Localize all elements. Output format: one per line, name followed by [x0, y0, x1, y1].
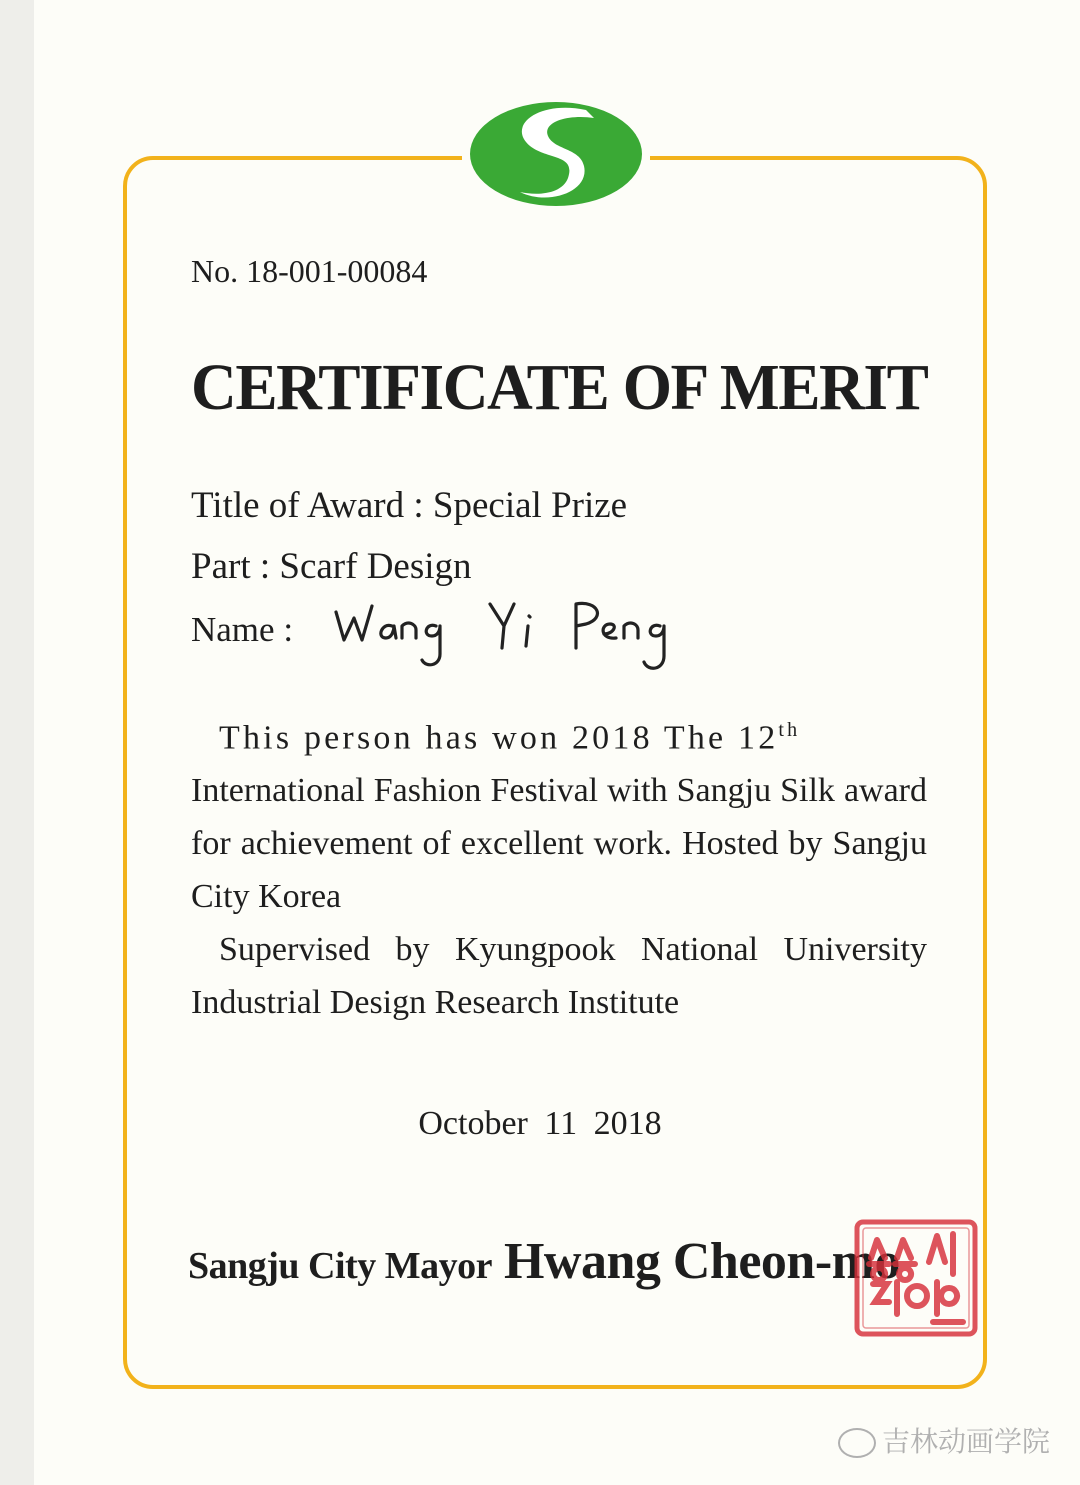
ordinal-suffix: th	[778, 719, 801, 741]
part-field: Part : Scarf Design	[191, 546, 472, 587]
body-paragraph: International Fashion Festival with Sangju Silk award for achievement of excellent work. Hosted by Sangju City Korea	[191, 772, 927, 916]
watermark-text: 吉林动画学院	[882, 1425, 1051, 1458]
mayor-name: Hwang Cheon-mo	[503, 1233, 900, 1290]
signature-line	[188, 1232, 900, 1291]
body-line-1: This person has won 2018 The 12	[219, 719, 779, 757]
certificate-body	[191, 704, 927, 1029]
certificate-number: No. 18-001-00084	[191, 253, 428, 289]
certificate-title: CERTIFICATE OF MERIT	[191, 351, 928, 424]
handwritten-recipient-name	[330, 590, 690, 680]
watermark	[838, 1420, 1050, 1460]
wechat-icon	[838, 1428, 876, 1458]
sangju-s-logo-icon	[468, 96, 644, 206]
mayor-title: Sangju City Mayor	[188, 1245, 492, 1287]
award-title-field: Title of Award : Special Prize	[191, 485, 628, 526]
supervised-paragraph: Supervised by Kyungpook National University Industrial Design Research Institute	[191, 931, 927, 1022]
name-label: Name :	[191, 610, 294, 649]
official-seal-stamp	[853, 1218, 979, 1338]
issue-date: October 11 2018	[418, 1105, 662, 1142]
